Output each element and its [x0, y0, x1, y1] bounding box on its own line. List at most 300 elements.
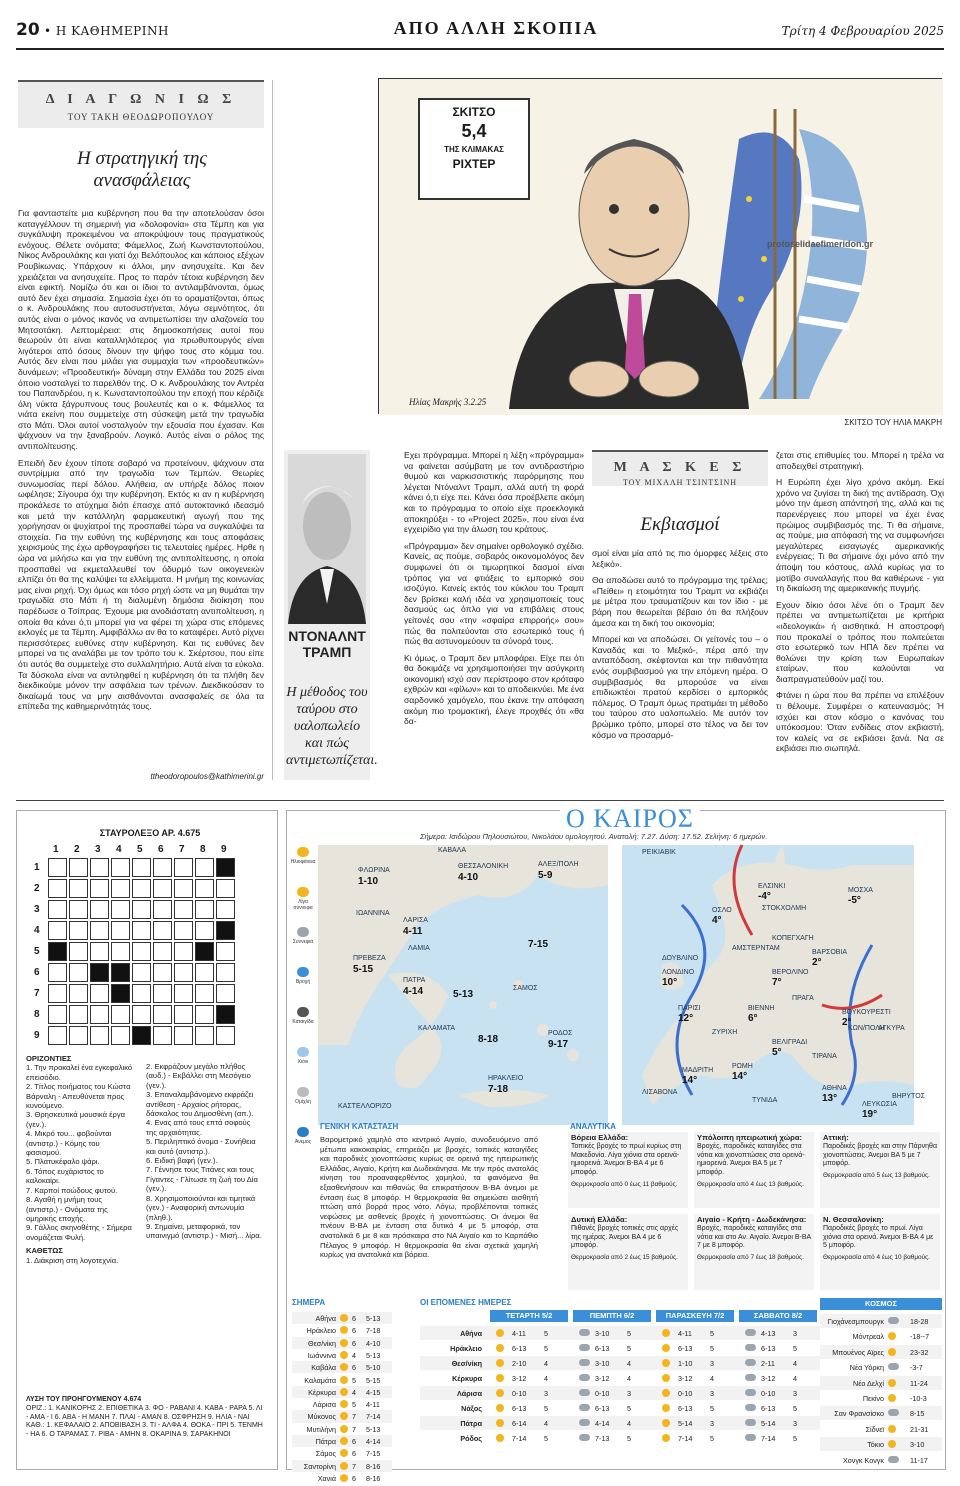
day-wind: 5: [710, 1329, 714, 1338]
weather-icon: [496, 1329, 504, 1337]
weather-icon: [496, 1434, 504, 1442]
row-number: 7: [34, 988, 40, 999]
row-temp: 4-11: [366, 1400, 380, 1410]
day-wind: 3: [793, 1419, 797, 1428]
article-paragraph: σμοί είναι μία από τις πιο όμορφες λέξεις στο λεξικό».: [592, 548, 768, 569]
table-row: [420, 1326, 820, 1340]
crossword-cell[interactable]: [90, 879, 109, 898]
crossword-cell[interactable]: [90, 984, 109, 1003]
city-label: ΑΘΗΝΑ: [822, 1085, 847, 1092]
day-wind: 5: [710, 1344, 714, 1353]
row-number: 1: [34, 862, 40, 873]
row-temp: 7-18: [366, 1326, 381, 1336]
crossword-cell[interactable]: [69, 921, 88, 940]
column-number: 2: [74, 844, 80, 855]
row-wind: 6: [352, 1437, 356, 1446]
crossword-cell[interactable]: [132, 921, 151, 940]
crossword-cell[interactable]: [48, 984, 67, 1003]
crossword-cell[interactable]: [216, 879, 235, 898]
row-city: Μπουένος Αϊρες: [832, 1347, 884, 1357]
row-city: Νάξος: [461, 1404, 482, 1413]
crossword-cell[interactable]: [216, 1026, 235, 1045]
city-label: ΠΑΤΡΑ: [403, 977, 426, 984]
clue-item: 8. Χρησιμοποιούνται και τιμητικά (γεν.) - Αναφορική αντωνυμία (πληθ.).: [146, 1193, 256, 1222]
crossword-cell[interactable]: [69, 900, 88, 919]
row-city: Καβάλα: [311, 1363, 336, 1373]
newspaper-name: • Η ΚΑΘΗΜΕΡΙΝΗ: [44, 24, 169, 38]
crossword-cell[interactable]: [111, 921, 130, 940]
trump-name: ΝΤΟΝΑΛΝΤ ΤΡΑΜΠ: [288, 628, 366, 660]
table-row: [820, 1453, 942, 1467]
table-row: [292, 1374, 392, 1386]
row-city: Κέρκυρα: [308, 1387, 336, 1397]
legend-item: [290, 847, 316, 885]
next-days-headers: [490, 1310, 820, 1322]
cartoon-signature: Ηλίας Μακρής 3.2.25: [409, 397, 487, 407]
day-wind: 5: [544, 1329, 548, 1338]
crossword-cell[interactable]: [153, 900, 172, 919]
city-temperature: 7°: [772, 977, 782, 988]
crossword-cell[interactable]: [195, 1026, 214, 1045]
legend-item: [290, 927, 316, 965]
sign-text: ΤΗΣ ΚΛΙΜΑΚΑΣ: [444, 145, 504, 154]
crossword-cell[interactable]: [132, 942, 151, 961]
row-city: Αθήνα: [460, 1329, 482, 1338]
table-row: [420, 1416, 820, 1430]
crossword-cell[interactable]: [153, 921, 172, 940]
today-table: [292, 1298, 392, 1483]
city-temperature: 4-11: [403, 926, 423, 937]
article-paragraph: Κι όμως, ο Τραμπ δεν μπλοφάρει. Είχε πει ότι θα δοκιμάζε να χρησιμοποιήσει την ασύγκριτη οικονομική ισχύ σαν περίστροφο στον κρόταφο εχθρών και «φίλων» και το αποδεικνύει. Με ένα σαρδονικό χαμόγελο, που έκανε την απόφαση ακόμη πιο τρομακτική, έλεγε προχθές ότι «θα δα-: [404, 652, 584, 727]
world-title: ΚΟΣΜΟΣ: [820, 1298, 942, 1310]
city-label: ΛΟΝΔΙΝΟ: [662, 969, 695, 976]
crossword-black-cell: [216, 858, 235, 877]
column-number: 3: [95, 844, 101, 855]
crossword-cell[interactable]: [174, 879, 193, 898]
weather-icon: [745, 1329, 756, 1336]
crossword-cell[interactable]: [132, 879, 151, 898]
row-wind: 6: [352, 1314, 356, 1323]
crossword-cell[interactable]: [132, 963, 151, 982]
weather-icon: [340, 1388, 348, 1396]
diagonios-paragraph: Επειδή δεν έχουν τίποτε σοβαρό να προτείνουν, ψάχνουν στα συντρίμμια από την τραγωδία των Τεμπών. Θεωρίες συνωμοσίας περί δόλου. Αλήθεια, αν υπήρξε δόλος ποιον ωφέλησε; Σίγουρα όχι την κυβέρνηση. Εκτός κι αν η κυβέρνηση προκάλεσε το ατύχημα διότι έπασχε από αυτοκτονικό ιδεασμό και μετά την κατάλληλη φαρμακευτική αγωγή που της χορήγησαν οι ψυχίατροί της προσπαθεί τώρα να συγκαλύψει τα στοιχεία. Για την ευθύνη της κυβέρνησης και τους αποφάσεις χειρισμούς της έχω αρθογραφήσει τις τελευταίες ημέρες. Ηρθε η ώρα να μιλήσω και για την ευθύνη της αντιπολίτευσης, η οποία προσπαθεί να εκμεταλλευθεί τον όδυρμό των οικογενειών ελπίζει ότι θα της καλύψει τα ελλείμματα. Η μνήμη της κοινωνίας μας είναι ρηχή. Όχι όμως και τόσο ρηχή ώστε να μη θυμάται την τραγωδία στο Μάτι ή τη διαλυμένη δημόσια διοίκηση που παρέδωσε ο Τσίπρας. Έχουμε μια ανοδιάστατη αντιπολίτευση, η οποία θα κάνει ό,τι μπορεί για να φέρει τη χώρα στις επόμενες εκλογές με τα Τέμπη. Αμφιβάλλω αν θα το καταφέρει. Αυτό ρίχνει περισσότερες ευθύνες στην κυβέρνηση. Και τις ευθύνες δεν μπορεί να τις αναλάβει με τον τρόπο του κ. Σκέρτσου, που είπε ότι αυτός θα συμμετείχε στο συλλαλητήριο. Αυτά είναι τα εύκολα. Τα δύσκολα είναι να αντιληφθεί η κυβέρνηση ότι τα πλήθη δεν διεκδικούμε μόνον την ασφάλεια των τρένων. Διεκδικούσαν το δικαίωμά τους να μην αισθάνονται ανασφαλείς σε όλα τα επίπεδα της καθημερινότητάς τους.: [18, 457, 264, 712]
day-temp: 5-14: [678, 1419, 693, 1428]
legend-label: Λίγα σύννεφα: [293, 899, 313, 911]
weather-icon: [888, 1348, 896, 1356]
region-text: Βροχές, παροδικές καταιγίδες στα νότια και χιονοπτώσεις στα ορεινά-ημιορεινά. Άνεμοι ΒΑ 5 με 7 μποφόρ.: [697, 1142, 805, 1177]
legend-label: Άνεμος: [294, 1139, 312, 1145]
crossword-cell[interactable]: [69, 984, 88, 1003]
weather-icon: [888, 1409, 899, 1416]
day-wind: 5: [544, 1434, 548, 1443]
weather-icon: [297, 1087, 309, 1097]
crossword-cell[interactable]: [174, 963, 193, 982]
day-temp: 6-14: [512, 1419, 527, 1428]
day-temp: 6-13: [595, 1344, 610, 1353]
weather-icon: [888, 1425, 896, 1433]
weather-icon: [745, 1389, 756, 1396]
region-title: Δυτική Ελλάδα:: [571, 1215, 628, 1224]
crossword-cell[interactable]: [111, 879, 130, 898]
crossword-cell[interactable]: [174, 942, 193, 961]
day-temp: 3-12: [678, 1374, 693, 1383]
diagonios-header: [18, 80, 264, 128]
crossword-cell[interactable]: [153, 879, 172, 898]
clue-item: 5. Πλατυκέφαλο ψάρι.: [26, 1157, 100, 1167]
weather-today-info: Σήμερα: Ισιδώρου Πηλουσιώτου, Νικολάου ομολογητού. Ανατολή: 7.27. Δύση: 17.52. Σελήνη: 6 ημερών.: [420, 832, 768, 841]
city-label: ΜΑΔΡΙΤΗ: [682, 1067, 714, 1074]
crossword-cell[interactable]: [195, 921, 214, 940]
crossword-cell[interactable]: [195, 858, 214, 877]
crossword-cell[interactable]: [90, 858, 109, 877]
crossword-cell[interactable]: [111, 900, 130, 919]
legend-item: [290, 967, 316, 1005]
day-wind: 5: [627, 1329, 631, 1338]
table-row: [292, 1386, 392, 1398]
day-header: ΤΕΤΑΡΤΗ 5/2: [490, 1310, 568, 1322]
watermark: protoselidaefimeridon.gr: [767, 239, 874, 249]
table-row: [292, 1423, 392, 1435]
legend-item: [290, 1007, 316, 1045]
weather-icon: [745, 1434, 756, 1441]
trump-article-body: [404, 450, 584, 785]
weather-icon: [579, 1434, 590, 1441]
article-paragraph: Εχουν δίκιο όσοι λένε ότι ο Τραμπ δεν πρέπει να αντιμετωπίζεται με κριτήρια «ιδεολογικά» ή αισθητικά. Η αποστροφή που προκαλεί ο τρόπος που πολιτεύεται στο εσωτερικό των ΗΠΑ δεν πρέπει να θολώνει την κρίση των Ευρωπαίων εταίρων, που καλούνται να διαπραγματεύθούν μαζί του.: [776, 599, 944, 684]
crossword-black-cell: [132, 1026, 151, 1045]
row-temp: 4-10: [366, 1338, 381, 1348]
region-text: Παροδικές βροχές το πρωί. Λίγα χιόνια στα ορεινά. Άνεμοι Β-ΒΑ 4 με 5 μποφόρ.: [823, 1224, 934, 1250]
table-row: [820, 1329, 942, 1343]
city-label: ΚΑΛΑΜΑΤΑ: [418, 1025, 456, 1032]
crossword-cell[interactable]: [111, 858, 130, 877]
crossword-cell[interactable]: [153, 963, 172, 982]
weather-icon: [340, 1351, 348, 1359]
crossword-cell[interactable]: [132, 858, 151, 877]
region-box: [568, 1132, 688, 1208]
crossword-cell[interactable]: [90, 921, 109, 940]
crossword-cell[interactable]: [111, 1026, 130, 1045]
weather-icon: [340, 1462, 348, 1470]
crossword-cell[interactable]: [195, 1005, 214, 1024]
sign-value: 5,4: [461, 121, 487, 141]
day-temp: 2-10: [512, 1359, 527, 1368]
world-rows: [820, 1314, 942, 1474]
day-header: ΠΑΡΑΣΚΕΥΗ 7/2: [656, 1310, 734, 1322]
crossword-cell[interactable]: [195, 879, 214, 898]
day-temp: 0-10: [678, 1389, 693, 1398]
row-city: Νέα Υόρκη: [849, 1363, 884, 1373]
crossword-cell[interactable]: [216, 900, 235, 919]
row-wind: 6: [352, 1363, 356, 1373]
city-label: ΣΑΜΟΣ: [513, 985, 538, 992]
city-temperature: 5-9: [538, 870, 553, 881]
city-label: ΛΑΡΙΣΑ: [403, 917, 428, 924]
crossword-cell[interactable]: [174, 1026, 193, 1045]
city-temperature: 5-13: [453, 989, 474, 1000]
city-label: ΡΟΔΟΣ: [548, 1030, 573, 1037]
region-text: Βροχές, παροδικές καταιγίδες στα νότια και στο Αν. Αιγαίο. Άνεμοι Β-ΒΑ 7 με 8 μποφόρ.: [697, 1224, 811, 1250]
day-temp: 7-13: [595, 1434, 610, 1443]
city-label: ΖΥΡΙΧΗ: [712, 1029, 738, 1036]
crossword-cell[interactable]: [111, 1005, 130, 1024]
city-temperature: 2°: [842, 1017, 852, 1028]
crossword-cell[interactable]: [153, 984, 172, 1003]
crossword-black-cell: [195, 942, 214, 961]
day-temp: 6-13: [678, 1404, 693, 1413]
crossword-cell[interactable]: [216, 963, 235, 982]
crossword-cell[interactable]: [69, 1026, 88, 1045]
section-title: ΑΠΟ ΑΛΛΗ ΣΚΟΠΙΑ: [393, 18, 599, 38]
legend-item: [290, 1127, 316, 1165]
crossword-solution: [26, 1396, 266, 1440]
weather-icon: [662, 1419, 670, 1427]
day-wind: 3: [627, 1389, 631, 1398]
crossword-cell[interactable]: [132, 984, 151, 1003]
sign-text: ΣΚΙΤΣΟ: [452, 105, 496, 119]
crossword-title: ΣΤΑΥΡΟΛΕΞΟ ΑΡ. 4.675: [99, 828, 201, 838]
city-temperature: 7-15: [528, 939, 549, 950]
row-city: Σαντορίνη: [303, 1461, 336, 1471]
row-city: Κέρκυρα: [452, 1374, 482, 1383]
city-label: ΚΑΣΤΕΛΛΟΡΙΖΟ: [338, 1103, 392, 1110]
row-wind: 7: [352, 1412, 356, 1422]
page-number: 20: [16, 20, 40, 40]
row-wind: 5: [352, 1375, 356, 1385]
city-temperature: 4-14: [403, 986, 424, 997]
day-temp: 0-10: [512, 1389, 527, 1398]
city-label: ΙΩΑΝΝΙΝΑ: [356, 910, 390, 917]
city-temperature: 5°: [772, 1047, 782, 1058]
table-row: [292, 1361, 392, 1373]
general-text: Βαρομετρικό χαμηλό στο κεντρικό Αιγαίο, συνοδευόμενο από μέτωπα κακοκαιρίας, επηρεάζει με βροχές, τοπικές καταιγίδες και παροδικές χιονοπτώσεις κυρίως σε ορεινά της ηπειρωτικής Ελλάδας, Αιγαίο, Κρήτη και Δωδεκάνησα. Με την πρός ανατολάς κίνηση του προαναφερθέντος χαμηλού, τα φαινόμενα θα εξασθενήσουν και πιθανώς θα επικρατήσουν Β-ΒΑ άνεμοι με ένταση έως 8 μποφόρ. Η θερμοκρασία θα σημειώσει αισθητή πτώση από βορρά προς νότο. Λόγω, προβλέπονται τοπικές νεφώσεις με ασθενείς βροχές ή χιονοπτώσεις. Οι άνεμοι θα πνέουν Β-ΒΑ με ένταση στα δυτικά 4 με 5 μποφόρ, στα ανατολικά 6 με 8 και πρόσκαιρα στο ΝΑ Αιγαίο και το Καρπάθιο Πέλαγος 9 μποφόρ. Η θερμοκρασία θα είναι σχετικά χαμηλή κυρίως για ανατολικά και βόρεια.: [320, 1135, 538, 1260]
section-divider: [16, 800, 944, 801]
crossword-cell[interactable]: [153, 942, 172, 961]
crossword-cell[interactable]: [153, 1005, 172, 1024]
row-temp: 7-14: [366, 1412, 381, 1422]
city-temperature: 5-15: [353, 964, 374, 975]
city-label: ΒΟΥΚΟΥΡΕΣΤΙ: [842, 1009, 891, 1016]
table-row: [820, 1422, 942, 1436]
greece-weather-map: [318, 845, 608, 1125]
day-temp: 7-14: [678, 1434, 693, 1443]
crossword-cell[interactable]: [174, 921, 193, 940]
row-city: Τόκιο: [867, 1440, 884, 1450]
day-wind: 5: [793, 1434, 797, 1443]
clue-item: 9. Σημαίνει, μεταφορικά, τον υπαινιγμό (αντιστρ.) - Μισή... λίρα.: [146, 1221, 262, 1241]
clue-item: 9. Γάλλος σκηνοθέτης - Σήμερα ονομάζεται Φυλή.: [26, 1223, 132, 1242]
city-temperature: -4°: [758, 891, 771, 902]
crossword-cell[interactable]: [174, 984, 193, 1003]
crossword-cell[interactable]: [48, 1026, 67, 1045]
diagonios-kicker: Δ Ι Α Γ Ω Ν Ι Ω Σ: [45, 92, 237, 107]
weather-icon: [340, 1449, 348, 1457]
day-temp: 7-14: [512, 1434, 527, 1443]
table-row: [420, 1341, 820, 1355]
table-row: [292, 1337, 392, 1349]
clue-item: 1. Την προκαλεί ένα εγκεφαλικό επεισόδιο.: [26, 1063, 133, 1082]
weather-icon: [579, 1359, 590, 1366]
crossword-cell[interactable]: [195, 963, 214, 982]
crossword-cell[interactable]: [174, 858, 193, 877]
crossword-cell[interactable]: [48, 879, 67, 898]
row-city: Ιωάννινα: [307, 1350, 336, 1360]
city-label: ΗΡΑΚΛΕΙΟ: [488, 1075, 524, 1082]
table-row: [420, 1371, 820, 1385]
row-wind: 6: [352, 1449, 356, 1459]
crossword-cell[interactable]: [48, 858, 67, 877]
row-temp: -18--7: [910, 1332, 930, 1342]
crossword-cell[interactable]: [90, 1026, 109, 1045]
clue-item: 1. Διάκριση στη λογοτεχνία.: [26, 1255, 119, 1265]
crossword-black-cell: [111, 984, 130, 1003]
clue-section-title: ΚΑΘΕΤΩΣ: [26, 1246, 63, 1256]
crossword-column-numbers: [48, 844, 238, 856]
clue-item: 7. Γέννησε τους Τιτάνες και τους Γίγαντες - Γλίτωσε τη ζωή του Δία (γεν.).: [146, 1165, 258, 1194]
row-city: Λάρισα: [457, 1389, 482, 1398]
crossword-cell[interactable]: [132, 1005, 151, 1024]
day-temp: 3-10: [595, 1329, 610, 1338]
city-temperature: 8-18: [478, 1034, 499, 1045]
day-temp: 4-14: [595, 1419, 610, 1428]
day-wind: 3: [710, 1419, 714, 1428]
crossword-cell[interactable]: [69, 942, 88, 961]
crossword-cell[interactable]: [216, 984, 235, 1003]
day-temp: 0-10: [761, 1389, 776, 1398]
day-wind: 4: [544, 1374, 548, 1383]
row-temp: -10-3: [910, 1394, 927, 1403]
weather-icon: [496, 1344, 504, 1352]
city-temperature: 6°: [748, 1013, 758, 1024]
city-label: ΑΜΣΤΕΡΝΤΑΜ: [732, 945, 780, 952]
day-wind: 5: [627, 1344, 631, 1353]
region-text: Πιθανές βροχές τοπικές στις αρχές της ημέρας. Άνεμοι ΒΑ 4 με 6 μποφόρ.: [571, 1224, 679, 1250]
row-temp: 5-13: [366, 1350, 381, 1360]
table-row: [420, 1386, 820, 1400]
column-number: 8: [200, 844, 206, 855]
crossword-cell[interactable]: [48, 921, 67, 940]
weather-icon: [745, 1374, 756, 1381]
region-title: Βόρεια Ελλάδα:: [571, 1133, 629, 1142]
weather-icon: [579, 1389, 590, 1396]
city-label: ΕΛΣΙΝΚΙ: [758, 883, 786, 890]
crossword-cell[interactable]: [216, 942, 235, 961]
crossword-cell[interactable]: [69, 1005, 88, 1024]
today-rows: [292, 1312, 392, 1486]
author-email[interactable]: ttheodoropoulos@kathimerini.gr: [150, 772, 264, 781]
cartoon-sign: [419, 105, 529, 172]
next-days-table: [420, 1298, 820, 1443]
article-paragraph: Η Ευρώπη έχει λίγο χρόνο ακόμη. Εκεί χρόνο να ζυγίσει τη δική της αντίδραση. Όχι μόνο την άμεση απάντησή της, αλλά και τις παρενέργειες που μπορεί να έχει ένας πρώιμος συμβιβασμός της. Τι θα σήμαινε, ας πούμε, μια απόφασή της να συμφωνήσει μεγαλύτερες εισαγωγές αμερικανικής ενέργειας; Τι θα σήμαινε όχι μόνο από την άποψη του κόστους, αλλά κυρίως για το μοτίβο συναλλαγής που θα καθιέρωνε - για τη δικαίωση της αμερικανικής πυγμής.: [776, 477, 944, 594]
region-text: Παροδικές βροχές και στην Πάρνηθα χιονοπτώσεις. Άνεμοι ΒΑ 5 με 7 μποφόρ.: [823, 1142, 937, 1168]
clue-item: 2. Τίτλος ποιήματος του Κώστα Βάρναλη - Απευθύνεται προς κυνούμενο.: [26, 1082, 131, 1111]
weather-icon: [662, 1359, 670, 1367]
crossword-cell[interactable]: [48, 963, 67, 982]
day-temp: 2-11: [761, 1359, 775, 1368]
crossword-cell[interactable]: [48, 900, 67, 919]
crossword-cell[interactable]: [69, 963, 88, 982]
row-temp: 11-24: [910, 1378, 928, 1388]
row-city: Θεσ/νίκη: [451, 1359, 482, 1368]
crossword-cell[interactable]: [111, 942, 130, 961]
crossword-cell[interactable]: [48, 1005, 67, 1024]
weather-icon: [340, 1376, 348, 1384]
city-label: ΤΙΡΑΝΑ: [812, 1053, 837, 1060]
crossword-cell[interactable]: [90, 1005, 109, 1024]
crossword-cell[interactable]: [195, 984, 214, 1003]
crossword-cell[interactable]: [195, 900, 214, 919]
city-label: ΒΙΕΝΝΗ: [748, 1005, 775, 1012]
day-wind: 4: [544, 1359, 548, 1368]
city-label: ΔΟΥΒΛΙΝΟ: [662, 955, 699, 962]
row-temp: 3-10: [910, 1440, 925, 1450]
crossword-cell[interactable]: [174, 900, 193, 919]
crossword-cell[interactable]: [153, 1026, 172, 1045]
table-row: [292, 1410, 392, 1422]
row-temp: 21-31: [910, 1424, 929, 1434]
portrait-image: [288, 454, 366, 624]
row-number: 8: [34, 1009, 40, 1020]
city-label: ΡΕΙΚΙΑΒΙΚ: [642, 849, 676, 856]
weather-icon: [297, 847, 309, 857]
crossword-cell[interactable]: [69, 858, 88, 877]
row-temp: 4-14: [366, 1437, 381, 1446]
page-header: [16, 16, 944, 50]
editorial-cartoon: [378, 78, 942, 414]
next-days-rows: [420, 1326, 820, 1476]
crossword-cell[interactable]: [132, 900, 151, 919]
crossword-cell[interactable]: [90, 900, 109, 919]
row-wind: 6: [352, 1326, 356, 1336]
crossword-cell[interactable]: [90, 942, 109, 961]
crossword-black-cell: [216, 921, 235, 940]
day-temp: 4-13: [761, 1329, 776, 1338]
day-wind: 5: [627, 1434, 631, 1443]
row-wind: 7: [352, 1424, 356, 1434]
clue-list: [26, 1063, 134, 1242]
region-temp: Θερμοκρασία από 4 έως 13 βαθμούς.: [697, 1180, 804, 1188]
legend-item: [290, 1087, 316, 1125]
crossword-cell[interactable]: [153, 858, 172, 877]
weather-icon: [888, 1456, 899, 1463]
table-row: [820, 1406, 942, 1420]
weather-icon: [662, 1374, 670, 1382]
city-label: ΒΕΡΟΛΙΝΟ: [772, 969, 809, 976]
crossword-cell[interactable]: [69, 879, 88, 898]
region-temp: Θερμοκρασία από 4 έως 10 βαθμούς.: [823, 1254, 930, 1262]
article-paragraph: Φτάνει η ώρα που θα πρέπει να επιλέξουν τι θέλουμε. Συμφέρει ο κατευνασμός; Ή ισχύει και στον κόσμο ο κανόνας του υπόκοσμου: Όταν ενδίδεις στον εκβιαστή, τον καλείς να σε εκβιάσει ξανά. Να σε εκβιάσει πιο σιωπηλά.: [776, 690, 944, 754]
row-wind: 6: [352, 1338, 356, 1348]
region-box: [820, 1214, 940, 1290]
day-wind: 4: [710, 1374, 714, 1383]
row-city: Ηράκλειο: [450, 1344, 482, 1353]
weather-icon: [496, 1419, 504, 1427]
row-city: Ρόδος: [460, 1434, 482, 1443]
day-temp: 6-13: [512, 1404, 527, 1413]
weather-icon: [888, 1317, 899, 1324]
region-title: Υπόλοιπη ηπειρωτική χώρα:: [697, 1133, 803, 1142]
crossword-cell[interactable]: [174, 1005, 193, 1024]
table-row: [420, 1356, 820, 1370]
city-temperature: 7-18: [488, 1084, 509, 1095]
day-header: ΣΑΒΒΑΤΟ 8/2: [739, 1310, 817, 1322]
table-row: [292, 1460, 392, 1472]
clue-item: 6. Τόπος ευχάριστος το καλοκαίρι.: [26, 1166, 104, 1186]
trump-photo: [288, 454, 366, 624]
general-title: ΓΕΝΙΚΗ ΚΑΤΑΣΤΑΣΗ: [320, 1122, 399, 1131]
row-number: 6: [34, 967, 40, 978]
day-temp: 3-10: [595, 1359, 610, 1368]
row-wind: 5: [352, 1400, 356, 1410]
